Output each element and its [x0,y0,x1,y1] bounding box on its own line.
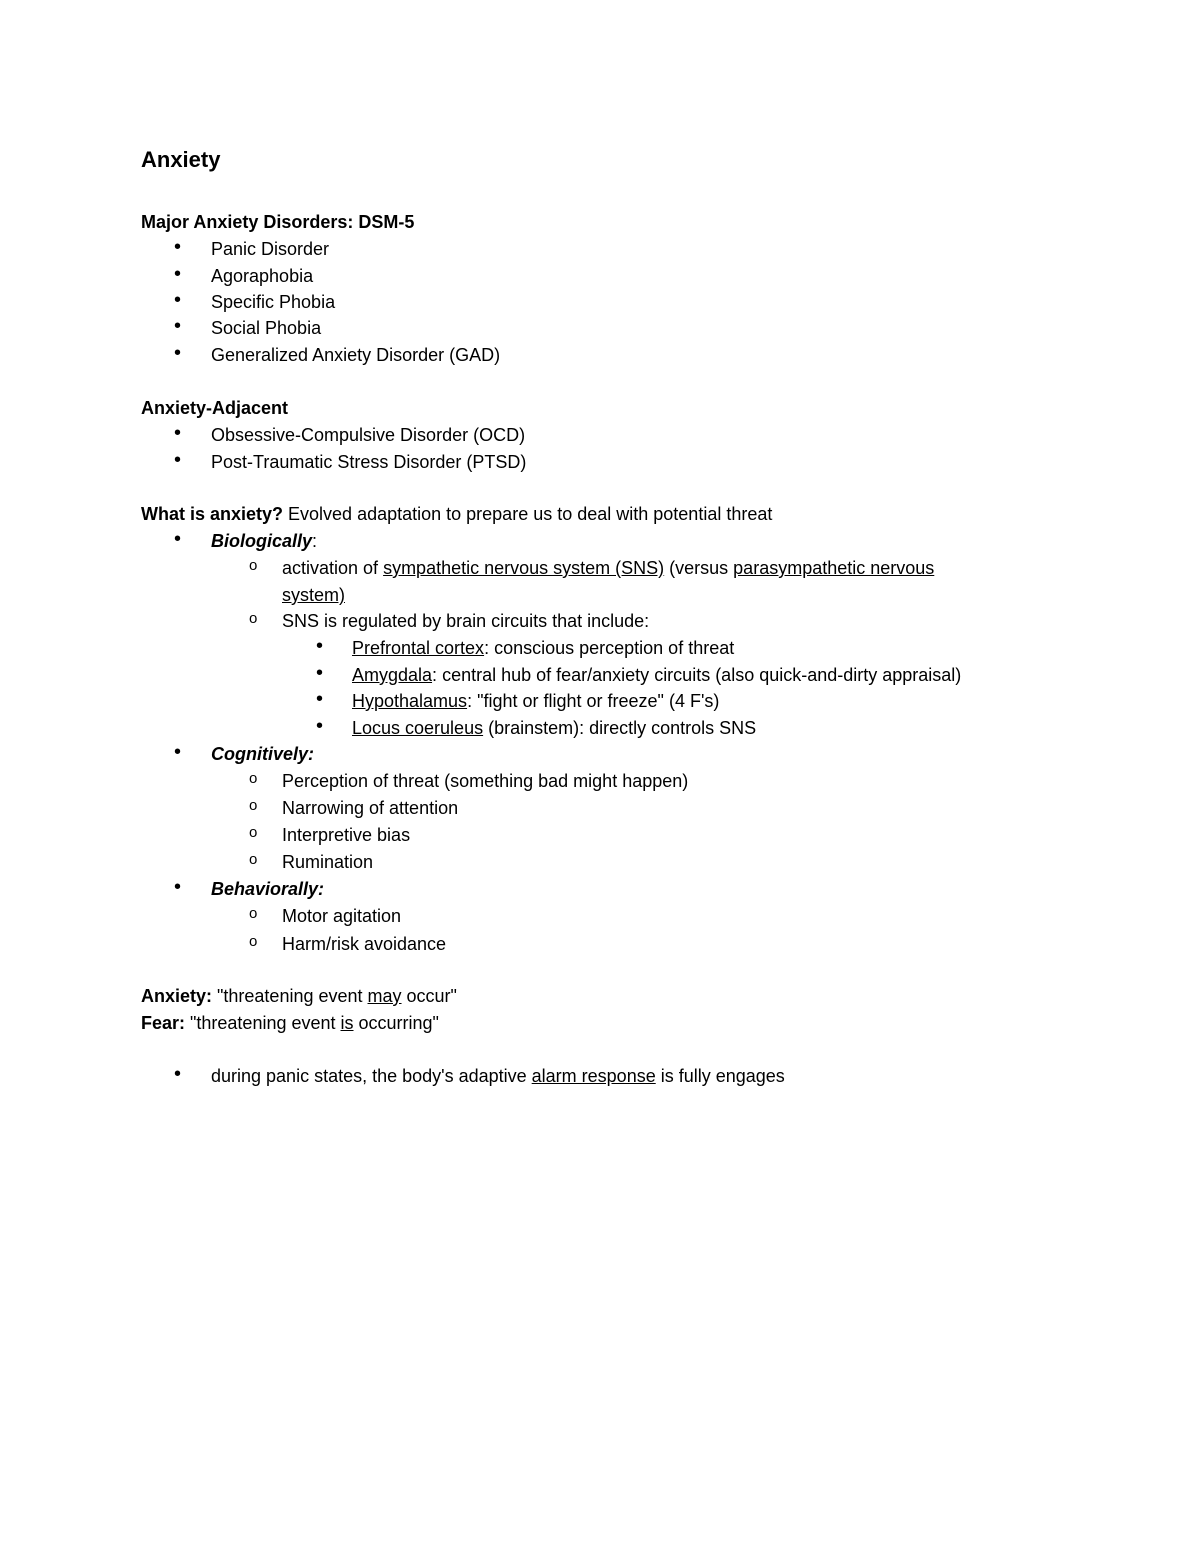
list-item: Interpretive bias [282,825,411,845]
bullet-icon [174,422,181,446]
bullet-icon [174,449,181,473]
psns-term-part1: parasympathetic nervous [733,558,935,578]
list-item: Harm/risk avoidance [282,934,447,954]
sns-regulated-line: SNS is regulated by brain circuits that include: [282,611,650,631]
bullet-icon [174,263,181,287]
circuit-name: Locus coeruleus [352,718,484,738]
alarm-response-term: alarm response [531,1066,656,1086]
list-item: Generalized Anxiety Disorder (GAD) [211,345,501,365]
list-item: Rumination [282,852,374,872]
anxiety-def-emphasis: may [367,986,402,1006]
anxiety-def-post: occur" [401,986,457,1006]
bullet-icon [316,715,323,739]
cognitively-label: Cognitively: [211,744,315,764]
circuit-sep: : [484,638,490,658]
sns-term: sympathetic nervous system (SNS) [383,558,665,578]
fear-definition [141,1012,439,1034]
fear-def-emphasis: is [340,1013,354,1033]
activation-versus: (versus [664,558,734,578]
list-item: Perception of threat (something bad might happen) [282,771,689,791]
circuit-sep: : [467,691,473,711]
list-item: Agoraphobia [211,266,314,286]
what-is-anxiety-line [141,503,772,525]
fear-def-post: occurring" [353,1013,439,1033]
bullet-icon [174,1063,181,1087]
psns-term-part2: system) [282,585,345,605]
biologically-heading [211,530,317,552]
circuit-desc: central hub of fear/anxiety circuits (also quick-and-dirty appraisal) [437,665,962,685]
list-item: Specific Phobia [211,292,336,312]
behaviorally-label: Behaviorally: [211,879,325,899]
anxiety-definition [141,985,457,1007]
panic-post: is fully engages [655,1066,785,1086]
fear-label: Fear: [141,1013,186,1033]
answer-text: Evolved adaptation to prepare us to deal with potential threat [283,504,773,524]
panic-states-line [211,1065,785,1087]
circle-bullet-icon [249,822,257,844]
circle-bullet-icon [249,903,257,925]
list-item: Panic Disorder [211,239,330,259]
bullet-icon [316,662,323,686]
bullet-icon [174,289,181,313]
list-item: Post-Traumatic Stress Disorder (PTSD) [211,452,527,472]
circuit-sep: : [432,665,438,685]
biologically-colon: : [312,531,318,551]
circuit-item [352,717,756,739]
activation-line [282,557,934,579]
bullet-icon [174,236,181,260]
circuit-item [352,664,961,686]
circuit-desc: "fight or flight or freeze" (4 F's) [472,691,720,711]
circuit-name: Hypothalamus [352,691,468,711]
circuit-name: Prefrontal cortex [352,638,485,658]
circle-bullet-icon [249,555,257,577]
activation-prefix: activation of [282,558,384,578]
circle-bullet-icon [249,768,257,790]
circle-bullet-icon [249,849,257,871]
page-title: Anxiety [141,147,221,172]
anxiety-def-pre: "threatening event [212,986,368,1006]
list-item: Obsessive-Compulsive Disorder (OCD) [211,425,526,445]
circle-bullet-icon [249,608,257,630]
circle-bullet-icon [249,931,257,953]
circuit-item [352,690,719,712]
bullet-icon [174,876,181,900]
question-label: What is anxiety? [141,504,284,524]
list-item: Social Phobia [211,318,322,338]
bullet-icon [316,635,323,659]
section-heading-major-disorders: Major Anxiety Disorders: DSM-5 [141,212,415,232]
circuit-desc: (brainstem): directly controls SNS [483,718,757,738]
circuit-desc: conscious perception of threat [489,638,735,658]
bullet-icon [174,315,181,339]
list-item: Narrowing of attention [282,798,459,818]
activation-line-continued [282,584,345,606]
bullet-icon [174,342,181,366]
circuit-name: Amygdala [352,665,433,685]
bullet-icon [174,741,181,765]
biologically-label: Biologically [211,531,313,551]
circle-bullet-icon [249,795,257,817]
section-heading-anxiety-adjacent: Anxiety-Adjacent [141,398,289,418]
fear-def-pre: "threatening event [185,1013,341,1033]
bullet-icon [316,688,323,712]
list-item: Motor agitation [282,906,402,926]
bullet-icon [174,528,181,552]
anxiety-label: Anxiety: [141,986,213,1006]
panic-pre: during panic states, the body's adaptive [211,1066,532,1086]
circuit-item [352,637,734,659]
